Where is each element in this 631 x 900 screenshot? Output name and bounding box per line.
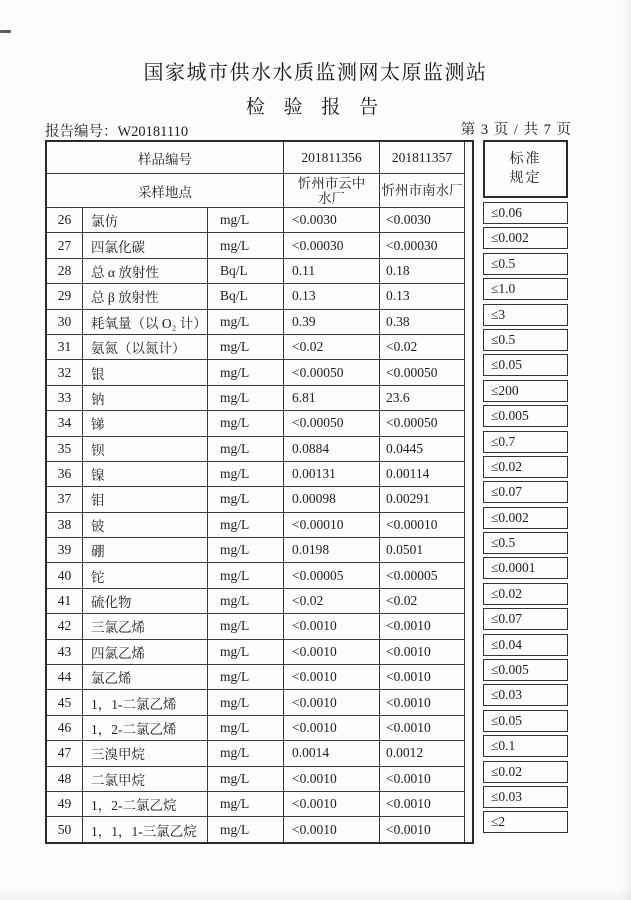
standard-values [483, 202, 568, 837]
value2-cell: 23.6 [379, 385, 464, 410]
standard-value-box: ≤0.05 [483, 710, 568, 732]
spacer-strip [464, 689, 472, 714]
value2-cell: 0.38 [379, 309, 464, 334]
spacer-strip [464, 537, 472, 562]
value1-cell: <0.02 [283, 334, 379, 359]
row-number-cell: 27 [47, 232, 82, 257]
unit-cell: mg/L [207, 436, 283, 461]
spacer-strip [464, 207, 472, 232]
standard-value-box: ≤0.1 [483, 735, 568, 757]
row-number-cell: 45 [47, 689, 82, 714]
standard-slot [483, 380, 568, 405]
standard-slot [483, 405, 568, 430]
value1-cell: <0.02 [283, 588, 379, 613]
standard-slot [483, 278, 568, 303]
report-number [45, 120, 188, 141]
unit-cell: mg/L [207, 715, 283, 740]
parameter-name-cell: 氨氮（以氮计） [82, 334, 207, 359]
value2-cell: <0.0010 [379, 816, 464, 841]
value2-cell: <0.0010 [379, 715, 464, 740]
spacer-strip [464, 562, 472, 587]
parameter-name-cell: 锑 [82, 410, 207, 435]
value2-cell: 0.13 [379, 283, 464, 308]
standard-value-box: ≤0.07 [483, 608, 568, 630]
spacer-strip [464, 613, 472, 638]
value1-cell: <0.0010 [283, 613, 379, 638]
sample-no-1-cell: 201811356 [283, 142, 379, 173]
unit-cell: mg/L [207, 562, 283, 587]
value1-cell: <0.0010 [283, 816, 379, 841]
table-row [47, 486, 472, 511]
standard-value-box: ≤0.005 [483, 405, 568, 427]
standard-value-box: ≤0.5 [483, 329, 568, 351]
standard-slot [483, 354, 568, 379]
standard-slot [483, 557, 568, 582]
row-number-cell: 48 [47, 766, 82, 791]
table-row [47, 613, 472, 638]
unit-cell: mg/L [207, 334, 283, 359]
row-number-cell: 44 [47, 664, 82, 689]
sample-no-label-cell: 样品编号 [138, 151, 192, 167]
row-number-cell: 41 [47, 588, 82, 613]
standard-value-box: ≤0.0001 [483, 557, 568, 579]
value1-cell: <0.0010 [283, 689, 379, 714]
table-row [47, 816, 472, 841]
value2-cell: <0.0030 [379, 207, 464, 232]
value1-cell: 0.13 [283, 283, 379, 308]
standard-value-box: ≤0.03 [483, 684, 568, 706]
spacer-strip [464, 715, 472, 740]
parameter-name-cell: 二氯甲烷 [82, 766, 207, 791]
value1-cell: <0.0010 [283, 715, 379, 740]
standard-slot [483, 608, 568, 633]
row-number-cell: 49 [47, 791, 82, 816]
standard-value-box: ≤2 [483, 811, 568, 833]
results-table [45, 140, 474, 844]
table-row [47, 664, 472, 689]
spacer-strip [464, 410, 472, 435]
parameter-name-cell: 1，2-二氯乙烷 [82, 791, 207, 816]
standard-slot [483, 786, 568, 811]
value2-cell: 0.0012 [379, 740, 464, 765]
spacer-strip [464, 436, 472, 461]
value1-cell: <0.00050 [283, 410, 379, 435]
standard-slot [483, 227, 568, 252]
row-number-cell: 35 [47, 436, 82, 461]
standard-slot [483, 583, 568, 608]
standard-slot [483, 684, 568, 709]
unit-cell: mg/L [207, 359, 283, 384]
value2-cell: <0.00050 [379, 410, 464, 435]
row-number-cell: 31 [47, 334, 82, 359]
row-number-cell: 26 [47, 207, 82, 232]
value2-cell: 0.00114 [379, 461, 464, 486]
unit-cell: mg/L [207, 309, 283, 334]
table-row [47, 562, 472, 587]
table-row [47, 359, 472, 384]
table-body [47, 207, 472, 842]
table-row [47, 689, 472, 714]
standard-column [483, 140, 568, 837]
standard-value-box: ≤200 [483, 380, 568, 402]
value2-cell: <0.0010 [379, 639, 464, 664]
standard-slot [483, 202, 568, 227]
value1-cell: <0.0010 [283, 639, 379, 664]
header-row-location [47, 173, 472, 207]
standard-slot [483, 329, 568, 354]
spacer-strip [464, 486, 472, 511]
value1-cell: 0.39 [283, 309, 379, 334]
table-row [47, 766, 472, 791]
table-row [47, 715, 472, 740]
spacer-strip [464, 664, 472, 689]
standard-value-box: ≤0.07 [483, 481, 568, 503]
standard-value-box: ≤0.7 [483, 431, 568, 453]
row-number-cell: 38 [47, 512, 82, 537]
standard-value-box: ≤0.002 [483, 227, 568, 249]
spacer-strip [464, 258, 472, 283]
row-number-cell: 37 [47, 486, 82, 511]
spacer-strip [464, 639, 472, 664]
standard-slot [483, 532, 568, 557]
parameter-name-cell: 耗氧量（以 O₂ 计） [82, 309, 207, 334]
standard-slot [483, 481, 568, 506]
parameter-name-cell: 1，1-二氯乙烯 [82, 689, 207, 714]
parameter-name-cell: 氯乙烯 [82, 664, 207, 689]
value1-cell: <0.0010 [283, 791, 379, 816]
value2-cell: <0.00050 [379, 359, 464, 384]
spacer-strip [464, 791, 472, 816]
parameter-name-cell: 硼 [82, 537, 207, 562]
value1-cell: 0.00098 [283, 486, 379, 511]
value1-cell: 0.11 [283, 258, 379, 283]
unit-cell: mg/L [207, 689, 283, 714]
standard-value-box: ≤0.02 [483, 456, 568, 478]
standard-slot [483, 431, 568, 456]
value1-cell: <0.00010 [283, 512, 379, 537]
standard-label-line1: 标准 [509, 152, 542, 167]
station-title: 国家城市供水水质监测网太原监测站 [143, 62, 488, 84]
value1-cell: <0.0030 [283, 207, 379, 232]
parameter-name-cell: 硫化物 [82, 588, 207, 613]
standard-label-line2: 规定 [509, 171, 542, 186]
spacer-strip [464, 816, 472, 841]
row-number-cell: 36 [47, 461, 82, 486]
value1-cell: 0.0014 [283, 740, 379, 765]
table-row [47, 309, 472, 334]
table-row [47, 537, 472, 562]
standard-slot [483, 659, 568, 684]
standard-slot [483, 811, 568, 836]
table-row [47, 791, 472, 816]
standard-value-box: ≤0.05 [483, 354, 568, 376]
value1-cell: <0.00005 [283, 562, 379, 587]
table-row [47, 588, 472, 613]
standard-value-box: ≤0.5 [483, 253, 568, 275]
standard-value-box: ≤0.02 [483, 583, 568, 605]
table-row [47, 207, 472, 232]
unit-cell: mg/L [207, 410, 283, 435]
table-row [47, 639, 472, 664]
table-row [47, 232, 472, 257]
table-row [47, 385, 472, 410]
standard-value-box: ≤3 [483, 304, 568, 326]
value2-cell: <0.0010 [379, 664, 464, 689]
unit-cell: Bq/L [207, 283, 283, 308]
parameter-name-cell: 银 [82, 359, 207, 384]
spacer-strip [464, 142, 472, 173]
parameter-name-cell: 钡 [82, 436, 207, 461]
unit-cell: Bq/L [207, 258, 283, 283]
table-row [47, 410, 472, 435]
standard-value-box: ≤0.02 [483, 761, 568, 783]
scan-edge-shadow-bottom [0, 886, 631, 900]
spacer-strip [464, 588, 472, 613]
scan-edge-shadow-right [621, 0, 631, 900]
spacer-strip [464, 173, 472, 207]
parameter-name-cell: 氯仿 [82, 207, 207, 232]
row-number-cell: 43 [47, 639, 82, 664]
value2-cell: <0.0010 [379, 766, 464, 791]
standard-value-box: ≤0.002 [483, 507, 568, 529]
standard-slot [483, 634, 568, 659]
spacer-strip [464, 334, 472, 359]
unit-cell: mg/L [207, 664, 283, 689]
value2-cell: <0.00030 [379, 232, 464, 257]
unit-cell: mg/L [207, 766, 283, 791]
value1-cell: <0.00030 [283, 232, 379, 257]
unit-cell: mg/L [207, 486, 283, 511]
row-number-cell: 50 [47, 816, 82, 841]
value2-cell: <0.00010 [379, 512, 464, 537]
standard-slot [483, 761, 568, 786]
table-row [47, 436, 472, 461]
value2-cell: <0.02 [379, 334, 464, 359]
table-row [47, 512, 472, 537]
standard-value-box: ≤0.04 [483, 634, 568, 656]
value1-cell: <0.0010 [283, 664, 379, 689]
value1-cell: 0.00131 [283, 461, 379, 486]
parameter-name-cell: 铊 [82, 562, 207, 587]
header-row-sample-no [47, 142, 472, 173]
spacer-strip [464, 359, 472, 384]
location-1-cell: 忻州市云中水厂 [283, 173, 379, 207]
parameter-name-cell: 四氯乙烯 [82, 639, 207, 664]
unit-cell: mg/L [207, 613, 283, 638]
report-title: 检 验 报 告 [245, 97, 386, 118]
scan-artifact [0, 30, 11, 33]
spacer-strip [464, 740, 472, 765]
value2-cell: <0.00005 [379, 562, 464, 587]
spacer-strip [464, 766, 472, 791]
standard-value-box: ≤0.5 [483, 532, 568, 554]
parameter-name-cell: 镍 [82, 461, 207, 486]
spacer-strip [464, 309, 472, 334]
sample-no-2-cell: 201811357 [379, 142, 464, 173]
value1-cell: <0.0010 [283, 766, 379, 791]
row-number-cell: 47 [47, 740, 82, 765]
parameter-name-cell: 三氯乙烯 [82, 613, 207, 638]
row-number-cell: 33 [47, 385, 82, 410]
parameter-name-cell: 1，2-二氯乙烯 [82, 715, 207, 740]
parameter-name-cell: 四氯化碳 [82, 232, 207, 257]
table-row [47, 283, 472, 308]
unit-cell: mg/L [207, 461, 283, 486]
report-number-label: 报告编号： [45, 124, 118, 140]
parameter-name-cell: 钠 [82, 385, 207, 410]
standard-slot [483, 710, 568, 735]
row-number-cell: 29 [47, 283, 82, 308]
spacer-strip [464, 512, 472, 537]
unit-cell: mg/L [207, 512, 283, 537]
value1-cell: 6.81 [283, 385, 379, 410]
value2-cell: 0.00291 [379, 486, 464, 511]
standard-value-box: ≤0.005 [483, 659, 568, 681]
value2-cell: 0.0445 [379, 436, 464, 461]
standard-slot [483, 456, 568, 481]
spacer-strip [464, 232, 472, 257]
parameter-name-cell: 铍 [82, 512, 207, 537]
standard-slot [483, 304, 568, 329]
table-row [47, 461, 472, 486]
spacer-strip [464, 385, 472, 410]
value2-cell: <0.0010 [379, 791, 464, 816]
value2-cell: <0.0010 [379, 689, 464, 714]
parameter-name-cell: 总 α 放射性 [82, 258, 207, 283]
row-number-cell: 40 [47, 562, 82, 587]
row-number-cell: 34 [47, 410, 82, 435]
page-indicator: 第 3 页 / 共 7 页 [460, 122, 572, 138]
row-number-cell: 39 [47, 537, 82, 562]
standard-value-box: ≤1.0 [483, 278, 568, 300]
unit-cell: mg/L [207, 385, 283, 410]
value2-cell: 0.18 [379, 258, 464, 283]
value2-cell: 0.0501 [379, 537, 464, 562]
parameter-name-cell: 三溴甲烷 [82, 740, 207, 765]
standard-slot [483, 735, 568, 760]
unit-cell: mg/L [207, 740, 283, 765]
row-number-cell: 46 [47, 715, 82, 740]
parameter-name-cell: 钼 [82, 486, 207, 511]
unit-cell: mg/L [207, 791, 283, 816]
value1-cell: 0.0884 [283, 436, 379, 461]
unit-cell: mg/L [207, 588, 283, 613]
spacer-strip [464, 461, 472, 486]
parameter-name-cell: 总 β 放射性 [82, 283, 207, 308]
value2-cell: <0.02 [379, 588, 464, 613]
table-row [47, 258, 472, 283]
standard-slot [483, 507, 568, 532]
value2-cell: <0.0010 [379, 613, 464, 638]
table-row [47, 740, 472, 765]
location-2-cell: 忻州市南水厂 [379, 173, 464, 207]
spacer-strip [464, 283, 472, 308]
report-number-value: W20181110 [117, 124, 189, 140]
unit-cell: mg/L [207, 639, 283, 664]
unit-cell: mg/L [207, 232, 283, 257]
row-number-cell: 30 [47, 309, 82, 334]
value1-cell: 0.0198 [283, 537, 379, 562]
standard-slot [483, 253, 568, 278]
parameter-name-cell: 1，1，1-三氯乙烷 [82, 816, 207, 841]
location-label-cell: 采样地点 [47, 173, 283, 207]
standard-header-box [483, 140, 568, 198]
row-number-cell: 32 [47, 359, 82, 384]
value1-cell: <0.00050 [283, 359, 379, 384]
standard-value-box: ≤0.03 [483, 786, 568, 808]
row-number-cell: 28 [47, 258, 82, 283]
unit-cell: mg/L [207, 537, 283, 562]
standard-value-box: ≤0.06 [483, 202, 568, 224]
unit-cell: mg/L [207, 816, 283, 841]
unit-cell: mg/L [207, 207, 283, 232]
row-number-cell: 42 [47, 613, 82, 638]
table-row [47, 334, 472, 359]
